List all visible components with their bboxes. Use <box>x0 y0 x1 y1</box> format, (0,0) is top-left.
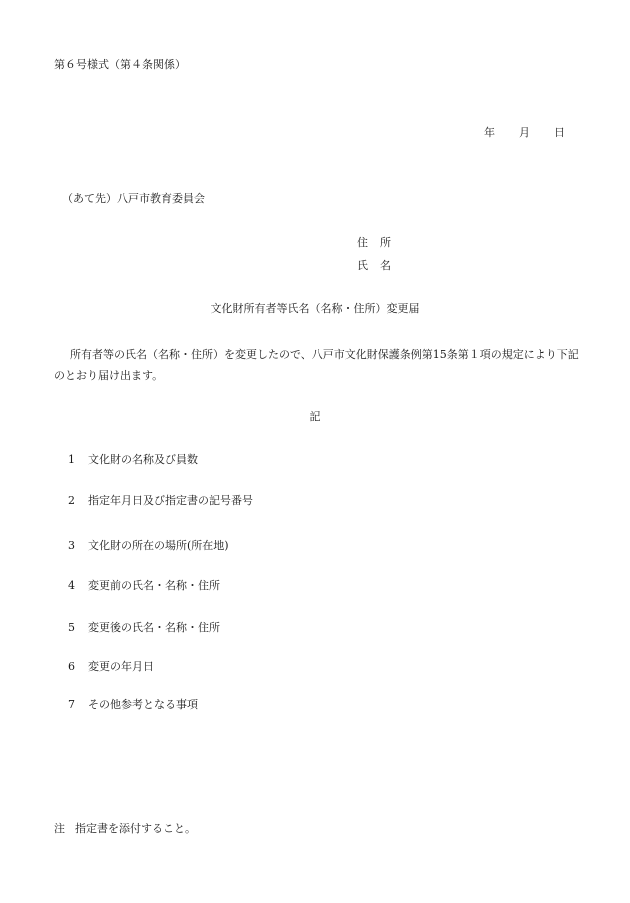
item-text: 指定年月日及び指定書の記号番号 <box>88 494 253 507</box>
date-line <box>484 124 565 140</box>
applicant-address-char: 所 <box>380 236 391 249</box>
date-month-label: 月 <box>519 126 530 139</box>
note-label: 注 <box>54 822 65 835</box>
form-number: 第６号様式（第４条関係） <box>54 58 186 71</box>
list-item <box>68 696 198 712</box>
list-item <box>68 577 220 593</box>
ki-heading: 記 <box>309 410 321 423</box>
applicant-name-label <box>357 257 391 273</box>
date-day-label: 日 <box>554 126 565 139</box>
date-year-label: 年 <box>484 126 495 139</box>
item-text: 変更の年月日 <box>88 660 154 673</box>
item-number: 1 <box>68 453 75 466</box>
list-item <box>68 451 198 467</box>
list-item <box>68 619 220 635</box>
item-number: 2 <box>68 494 75 507</box>
note <box>54 820 196 836</box>
document-title: 文化財所有者等氏名（名称・住所）変更届 <box>210 302 420 315</box>
list-item <box>68 658 154 674</box>
applicant-address-label <box>357 234 391 250</box>
item-number: 3 <box>68 539 75 552</box>
item-text: 文化財の名称及び員数 <box>88 453 198 466</box>
item-number: 6 <box>68 660 75 673</box>
item-text: 文化財の所在の場所(所在地) <box>88 539 229 552</box>
applicant-name-char: 名 <box>380 259 391 272</box>
item-number: 4 <box>68 579 75 592</box>
item-text: その他参考となる事項 <box>88 698 198 711</box>
item-text: 変更前の氏名・名称・住所 <box>88 579 220 592</box>
note-text: 指定書を添付すること。 <box>75 822 196 835</box>
applicant-address-char: 住 <box>357 236 368 249</box>
applicant-name-char: 氏 <box>357 259 368 272</box>
list-item <box>68 537 229 553</box>
body-paragraph: 所有者等の氏名（名称・住所）を変更したので、八戸市文化財保護条例第15条第１項の規定により下記のとおり届け出ます。 <box>54 348 579 382</box>
item-text: 変更後の氏名・名称・住所 <box>88 621 220 634</box>
list-item <box>68 492 253 508</box>
item-number: 7 <box>68 698 75 711</box>
item-number: 5 <box>68 621 75 634</box>
addressee: （あて先）八戸市教育委員会 <box>62 192 205 205</box>
